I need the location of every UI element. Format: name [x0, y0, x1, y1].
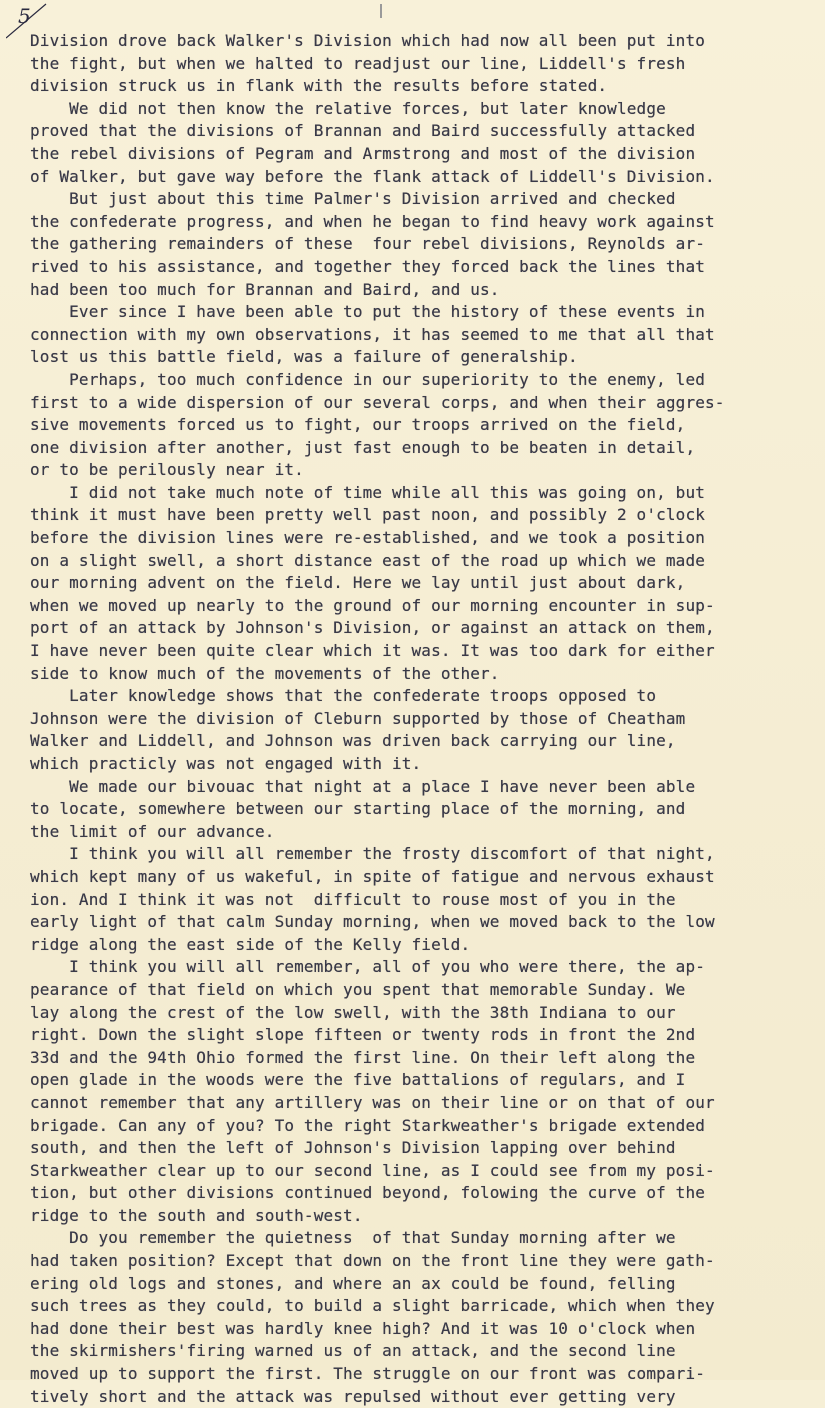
- text-line: had been too much for Brannan and Baird, and us.: [30, 279, 500, 299]
- text-line: open glade in the woods were the five battalions of regulars, and I: [30, 1070, 686, 1090]
- text-line: ridge along the east side of the Kelly field.: [30, 934, 471, 954]
- text-line: right. Down the slight slope fifteen or twenty rods in front the 2nd: [30, 1025, 696, 1045]
- text-line: the fight, but when we halted to readjust our line, Liddell's fresh: [30, 53, 686, 73]
- text-line: Division drove back Walker's Division which had now all been put into: [30, 31, 706, 50]
- text-line: our morning advent on the field. Here we lay until just about dark,: [30, 573, 686, 593]
- text-line: south, and then the left of Johnson's Division lapping over behind: [30, 1138, 676, 1158]
- text-line: the limit of our advance.: [30, 821, 275, 841]
- text-line: ridge to the south and south-west.: [30, 1205, 363, 1225]
- text-line: lost us this battle field, was a failure of generalship.: [30, 347, 578, 367]
- text-line: cannot remember that any artillery was on their line or on that of our: [30, 1092, 715, 1112]
- text-line: the rebel divisions of Pegram and Armstrong and most of the division: [30, 143, 696, 163]
- text-line: Starkweather clear up to our second line, as I could see from my posi-: [30, 1160, 715, 1180]
- text-line: had done their best was hardly knee high? And it was 10 o'clock when: [30, 1318, 696, 1338]
- text-line: one division after another, just fast enough to be beaten in detail,: [30, 437, 696, 457]
- text-line: first to a wide dispersion of our several corps, and when their aggres-: [30, 392, 725, 412]
- text-line: think it must have been pretty well past noon, and possibly 2 o'clock: [30, 505, 706, 525]
- text-line: on a slight swell, a short distance east of the road up which we made: [30, 550, 706, 570]
- text-line: which kept many of us wakeful, in spite of fatigue and nervous exhaust: [30, 866, 715, 886]
- text-line: early light of that calm Sunday morning, when we moved back to the low: [30, 912, 715, 932]
- text-line: to locate, somewhere between our starting place of the morning, and: [30, 799, 686, 819]
- text-line: or to be perilously near it.: [30, 460, 304, 480]
- page-number: 5: [18, 4, 31, 28]
- text-line: pearance of that field on which you spent that memorable Sunday. We: [30, 979, 686, 999]
- text-line: 33d and the 94th Ohio formed the first line. On their left along the: [30, 1047, 696, 1067]
- text-line: I think you will all remember, all of you who were there, the ap-: [30, 957, 706, 977]
- text-line: Walker and Liddell, and Johnson was driven back carrying our line,: [30, 731, 676, 751]
- text-line: We did not then know the relative forces, but later knowledge: [30, 98, 666, 118]
- text-line: tion, but other divisions continued beyond, folowing the curve of the: [30, 1183, 706, 1203]
- text-line: the skirmishers'firing warned us of an attack, and the second line: [30, 1341, 676, 1361]
- text-line: rived to his assistance, and together they forced back the lines that: [30, 256, 706, 276]
- text-line: lay along the crest of the low swell, with the 38th Indiana to our: [30, 1002, 676, 1022]
- text-line: such trees as they could, to build a slight barricade, which when they: [30, 1296, 715, 1316]
- text-line: ion. And I think it was not difficult to rouse most of you in the: [30, 889, 676, 909]
- text-line: Ever since I have been able to put the history of these events in: [30, 302, 706, 322]
- text-line: had taken position? Except that down on the front line they were gath-: [30, 1251, 715, 1271]
- text-line: of Walker, but gave way before the flank attack of Liddell's Division.: [30, 166, 715, 186]
- text-line: tively short and the attack was repulsed without ever getting very: [30, 1386, 676, 1406]
- text-line: Perhaps, too much confidence in our superiority to the enemy, led: [30, 369, 706, 389]
- text-line: Johnson were the division of Cleburn supported by those of Cheatham: [30, 708, 686, 728]
- text-line: side to know much of the movements of the other.: [30, 663, 500, 683]
- text-line: moved up to support the first. The struggle on our front was compari-: [30, 1364, 706, 1384]
- text-line: Later knowledge shows that the confederate troops opposed to: [30, 686, 657, 706]
- text-line: I did not take much note of time while all this was going on, but: [30, 482, 706, 502]
- letter-body: [30, 30, 820, 1408]
- text-line: We made our bivouac that night at a place I have never been able: [30, 776, 696, 796]
- text-line: before the division lines were re-established, and we took a position: [30, 528, 706, 548]
- page-edge-mark: [380, 4, 382, 18]
- text-line: I have never been quite clear which it was. It was too dark for either: [30, 641, 715, 661]
- text-line: ering old logs and stones, and where an ax could be found, felling: [30, 1273, 676, 1293]
- text-line: which practicly was not engaged with it.: [30, 754, 422, 773]
- text-line: Do you remember the quietness of that Sunday morning after we: [30, 1228, 676, 1248]
- text-line: But just about this time Palmer's Division arrived and checked: [30, 189, 676, 209]
- text-line: the confederate progress, and when he began to find heavy work against: [30, 211, 715, 231]
- text-line: the gathering remainders of these four rebel divisions, Reynolds ar-: [30, 234, 706, 254]
- text-line: connection with my own observations, it has seemed to me that all that: [30, 324, 715, 344]
- text-line: port of an attack by Johnson's Division, or against an attack on them,: [30, 618, 715, 638]
- text-line: proved that the divisions of Brannan and Baird successfully attacked: [30, 121, 696, 141]
- text-line: when we moved up nearly to the ground of our morning encounter in sup-: [30, 595, 715, 615]
- text-line: sive movements forced us to fight, our troops arrived on the field,: [30, 415, 686, 435]
- text-line: division struck us in flank with the results before stated.: [30, 76, 608, 96]
- text-line: brigade. Can any of you? To the right Starkweather's brigade extended: [30, 1115, 706, 1135]
- text-line: I think you will all remember the frosty discomfort of that night,: [30, 844, 715, 864]
